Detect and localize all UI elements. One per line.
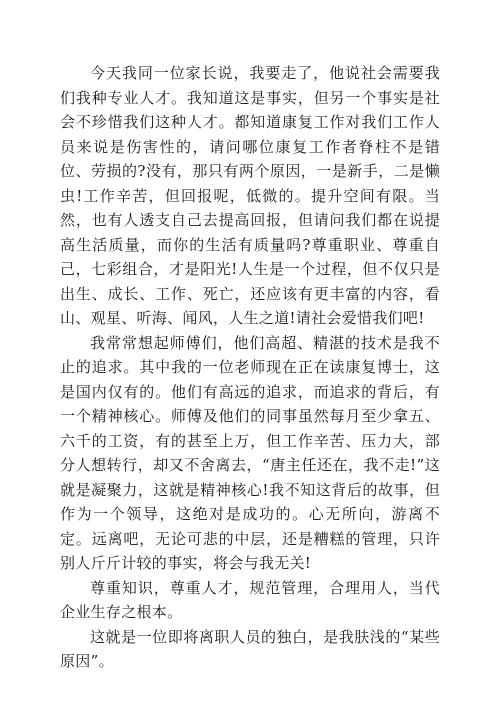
paragraph-2: 我常常想起师傅们，他们高超、精湛的技术是我不止的追求。其中我的一位老师现在正在读康复博士，这是国内仅有的。他们有高远的追求，而追求的背后，有一个精神核心。师傅及他们的同事虽然每月至少拿五、六千的工资，有的甚至上万，但工作辛苦、压力大，部分人想转行，却又不舍离去，“唐主任还在，我不走!”这就是凝聚力，这就是精神核心!我不知这背后的故事，但作为一个领导，这绝对是成功的。心无所向，游离不定。远离吧，无论可悲的中层，还是糟糕的管理，只许别人斤斤计较的事实，将会与我无关! — [60, 333, 440, 572]
paragraph-1: 今天我同一位家长说，我要走了，他说社会需要我们我种专业人才。我知道这是事实，但另一个事实是社会不珍惜我们这种人才。都知道康复工作对我们工作人员来说是伤害性的，请问哪位康复工作者脊柱不是错位、劳损的?没有，那只有两个原因，一是新手，二是懒虫!工作辛苦，但回报呢，低微的。提升空间有限。当然，也有人透支自己去提高回报，但请问我们都在说提高生活质量，而你的生活有质量吗?尊重职业、尊重自己，七彩组合，才是阳光!人生是一个过程，但不仅只是出生、成长、工作、死亡，还应该有更丰富的内容，看山、观星、听海、闻风，人生之道!请社会爱惜我们吧! — [60, 64, 440, 327]
document-body — [60, 61, 440, 674]
paragraph-3: 尊重知识，尊重人才，规范管理，合理用人，当代企业生存之根本。 — [60, 578, 440, 621]
paragraph-4: 这就是一位即将离职人员的独白，是我肤浅的“某些原因”。 — [60, 627, 440, 670]
